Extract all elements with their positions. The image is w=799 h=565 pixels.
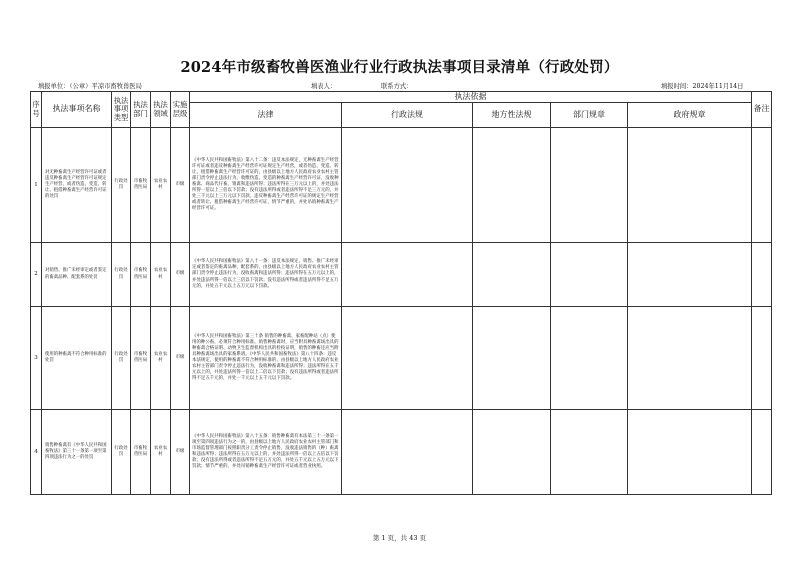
header-admin-reg: 行政法规 bbox=[342, 103, 473, 128]
row-dept-rule bbox=[551, 307, 628, 410]
row-law-text: 《中华人民共和国畜牧法》第三十条 销售的种畜禽、家畜配种站（点）使用的种公畜，必须符合种用标准。销售种畜禽时，应当附具种畜禽场出具的种畜禽合格证明、动物卫生监督机构出具的检疫证明，销售的种畜还应当附具种畜禽场出具的家畜系谱。《中华人民共和国畜牧法》第八十四条：违反本法规定，使用的种畜禽不符合种用标准的，由县级以上地方人民政府农业农村主管部门责令停止违法行为，没收种畜禽和违法所得；违法所得在五千元以上的，并处违法所得一倍以上二倍以下罚款；没有违法所得或者违法所得不足五千元的，并处一千元以上五千元以下罚款。 bbox=[190, 307, 342, 410]
row-dept: 市畜牧兽医局 bbox=[131, 307, 151, 410]
header-basis: 执法依据 bbox=[190, 92, 752, 103]
header-seq: 序号 bbox=[31, 92, 42, 128]
header-item-name: 执法事项名称 bbox=[42, 92, 112, 128]
row-dept-rule bbox=[551, 128, 628, 243]
row-admin-reg bbox=[342, 243, 473, 307]
row-gov-rule bbox=[628, 128, 752, 243]
row-item-type: 行政处罚 bbox=[112, 128, 131, 243]
report-date: 填报时间：2024年11月14日 bbox=[661, 83, 744, 90]
row-field: 农业农村 bbox=[151, 410, 171, 495]
row-level: 市级 bbox=[171, 128, 190, 243]
row-admin-reg bbox=[342, 410, 473, 495]
row-field: 农业农村 bbox=[151, 243, 171, 307]
row-note bbox=[752, 128, 772, 243]
row-dept: 市畜牧兽医局 bbox=[131, 410, 151, 495]
row-item-name: 对销售、推广未经审定或者鉴定的畜禽品种、配套系的处罚 bbox=[42, 243, 112, 307]
row-law-text: 《中华人民共和国畜牧法》第八十五条：销售种畜禽有本法第三十一条第一项至第四项违法行为之一的，由县级以上地方人民政府农业农村主管部门和市场监督管理部门按照职责分工责令停止销售，没收违法销售的（种）畜禽和违法所得；违法所得在五万元以上的，并处违法所得一倍以上五倍以下罚款；没有违法所得或者违法所得不足五万元的，并处五千元以上五万元以下罚款；情节严重的，并处吊销种畜禽生产经营许可证或者营业执照。 bbox=[190, 410, 342, 495]
row-dept-rule bbox=[551, 243, 628, 307]
row-item-name: 销售种畜禽有《中华人民共和国畜牧法》第三十一条第一项至第四项违法行为之一的处罚 bbox=[42, 410, 112, 495]
header-local-reg: 地方性法规 bbox=[473, 103, 551, 128]
row-level: 市级 bbox=[171, 307, 190, 410]
page-title: 2024年市级畜牧兽医渔业行业行政执法事项目录清单（行政处罚） bbox=[180, 59, 619, 76]
contact-info: 联系方式： bbox=[381, 83, 413, 90]
table-row bbox=[31, 307, 772, 410]
row-local-reg bbox=[473, 128, 551, 243]
header-dept-rule: 部门规章 bbox=[551, 103, 628, 128]
row-note bbox=[752, 307, 772, 410]
row-gov-rule bbox=[628, 410, 752, 495]
row-law-text: 《中华人民共和国畜牧法》第八十二条：违反本法规定，无种畜禽生产经营许可证或者违反种畜禽生产经营许可证规定生产经营，或者伪造、变造、转让、租借种畜禽生产经营许可证的，由县级以上地方人民政府农业农村主管部门责令停止违法行为，收缴伪造、变造的种畜禽生产经营许可证，没收种畜禽、商品代仔畜、雏禽和违法所得；违法所得在三万元以上的，并处违法所得一倍以上三倍以下罚款；没有违法所得或者违法所得不足三万元的，并处三千元以上三万元以下罚款。违反种畜禽生产经营许可证的规定生产经营或者转让、租借种畜禽生产经营许可证，情节严重的，并处吊销种畜禽生产经营许可证。 bbox=[190, 128, 342, 243]
table-row bbox=[31, 128, 772, 243]
header-field: 执法领域 bbox=[151, 92, 171, 128]
row-admin-reg bbox=[342, 128, 473, 243]
row-local-reg bbox=[473, 307, 551, 410]
row-admin-reg bbox=[342, 307, 473, 410]
row-seq: 1 bbox=[31, 128, 42, 243]
row-seq: 4 bbox=[31, 410, 42, 495]
row-field: 农业农村 bbox=[151, 128, 171, 243]
row-seq: 3 bbox=[31, 307, 42, 410]
row-law-text: 《中华人民共和国畜牧法》第八十一条：违反本法规定，销售、推广未经审定或者鉴定的畜禽品种、配套系的，由县级以上地方人民政府农业农村主管部门责令停止违法行为，没收畜禽和违法所得；违法所得在五万元以上的，并处违法所得一倍以上三倍以下罚款；没有违法所得或者违法所得不足五万元的，并处五千元以上五万元以下罚款。 bbox=[190, 243, 342, 307]
header-dept: 执法部门 bbox=[131, 92, 151, 128]
header-row-top bbox=[31, 92, 772, 103]
header-level: 实施层级 bbox=[171, 92, 190, 128]
row-local-reg bbox=[473, 243, 551, 307]
page-number: 第 1 页，共 43 页 bbox=[372, 534, 427, 542]
row-gov-rule bbox=[628, 307, 752, 410]
enforcement-items-table bbox=[30, 91, 772, 495]
table-row bbox=[31, 243, 772, 307]
row-field: 农业农村 bbox=[151, 307, 171, 410]
header-gov-rule: 政府规章 bbox=[628, 103, 752, 128]
header-note: 备注 bbox=[752, 92, 772, 128]
row-note bbox=[752, 410, 772, 495]
row-item-type: 行政处罚 bbox=[112, 410, 131, 495]
row-seq: 2 bbox=[31, 243, 42, 307]
row-level: 市级 bbox=[171, 410, 190, 495]
row-dept-rule bbox=[551, 410, 628, 495]
reporting-unit: 填报单位：（公章）平凉市畜牧兽医局 bbox=[38, 83, 142, 90]
row-note bbox=[752, 243, 772, 307]
header-item-type: 执法事项类型 bbox=[112, 92, 131, 128]
table-row bbox=[31, 410, 772, 495]
row-local-reg bbox=[473, 410, 551, 495]
form-filler: 填表人： bbox=[311, 83, 337, 90]
row-level: 市级 bbox=[171, 243, 190, 307]
row-item-name: 对无种畜禽生产经营许可证或者违反种畜禽生产经营许可证规定生产经营，或者伪造、变造、转让、租借种畜禽生产经营许可证的处罚 bbox=[42, 128, 112, 243]
row-item-type: 行政处罚 bbox=[112, 307, 131, 410]
row-gov-rule bbox=[628, 243, 752, 307]
header-law: 法律 bbox=[190, 103, 342, 128]
row-dept: 市畜牧兽医局 bbox=[131, 243, 151, 307]
row-dept: 市畜牧兽医局 bbox=[131, 128, 151, 243]
row-item-name: 使用的种畜禽不符合种用标准的处罚 bbox=[42, 307, 112, 410]
row-item-type: 行政处罚 bbox=[112, 243, 131, 307]
